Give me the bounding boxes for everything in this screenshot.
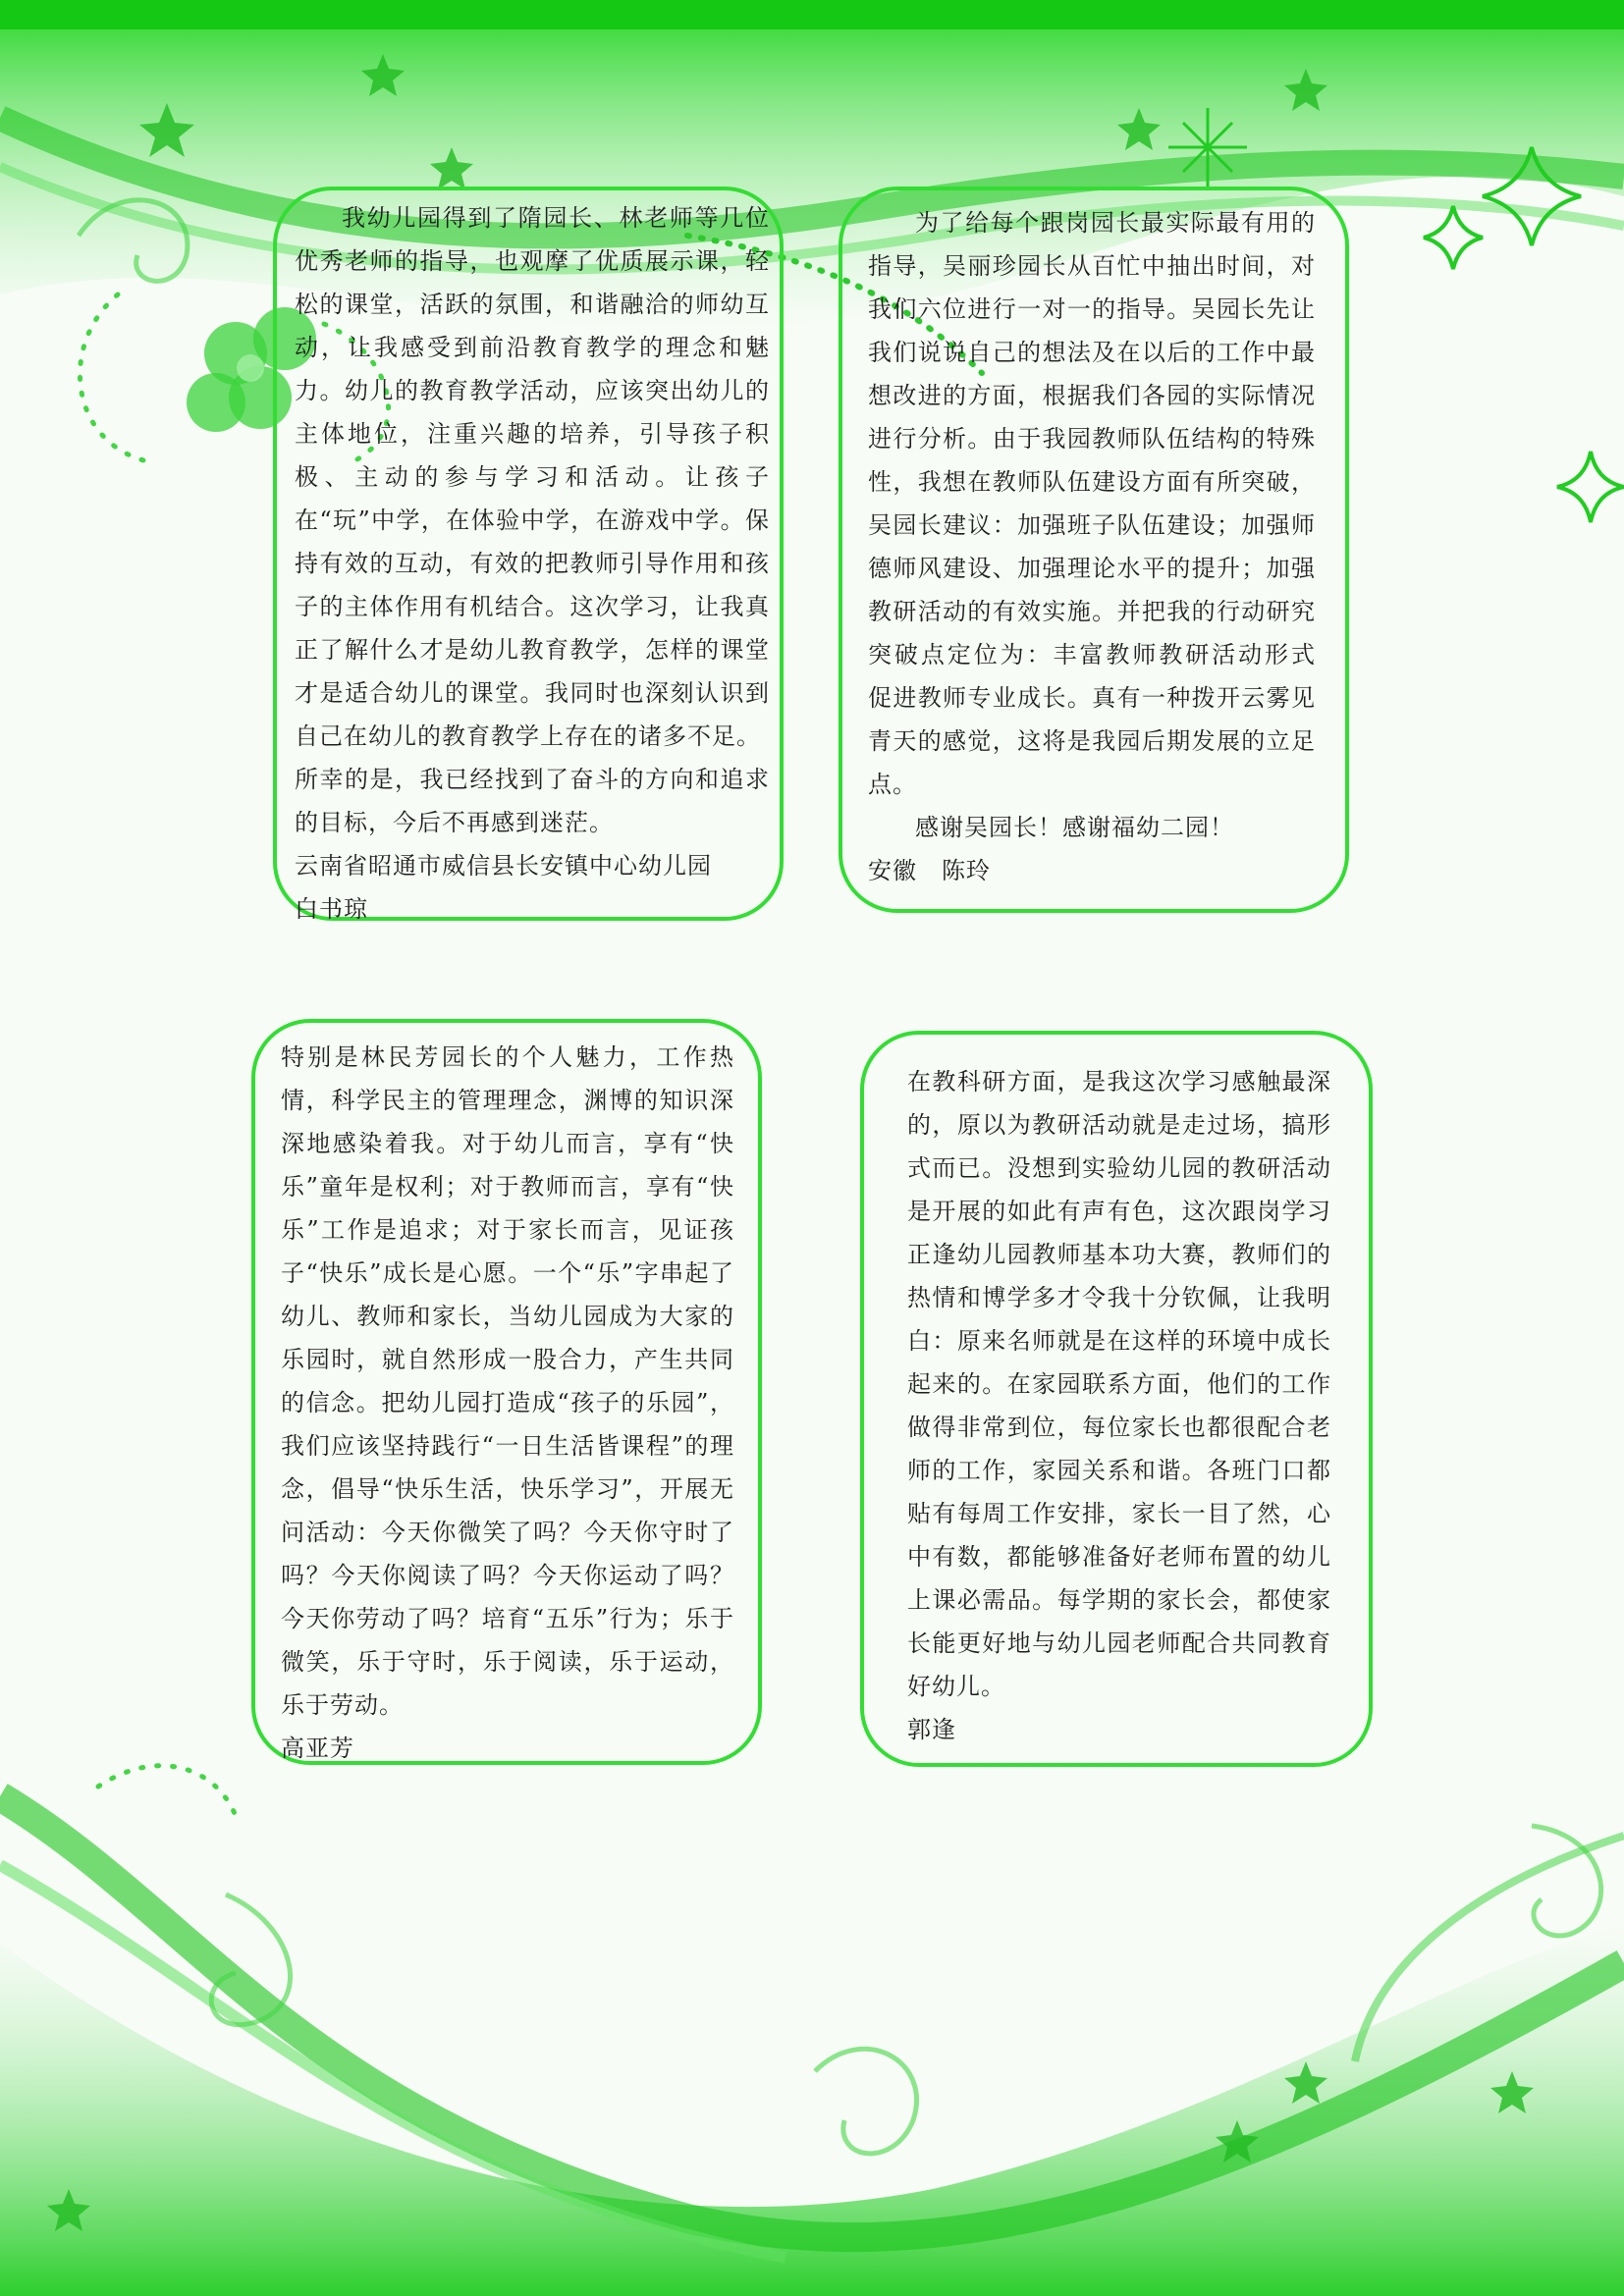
reflection-card-1-text [295, 196, 770, 931]
reflection-card-2-text [868, 201, 1316, 892]
card3-author: 高亚芳 [281, 1735, 354, 1762]
reflection-card-3-text [281, 1036, 734, 1770]
card4-author: 郭逢 [907, 1716, 956, 1743]
card1-paragraph-1: 我幼儿园得到了隋园长、林老师等几位优秀老师的指导，也观摩了优质展示课，轻松的课堂，活跃的氛围，和谐融洽的师幼互动，让我感受到前沿教育教学的理念和魅力。幼儿的教育教学活动，应该突出幼儿的主体地位，注重兴趣的培养，引导孩子积极、主动的参与学习和活动。让孩子在“玩”中学，在体验中学，在游戏中学。保持有效的互动，有效的把教师引导作用和孩子的主体作用有机结合。这次学习，让我真正了解什么才是幼儿教育教学，怎样的课堂才是适合幼儿的课堂。我同时也深刻认识到自己在幼儿的教育教学上存在的诸多不足。 [295, 204, 770, 750]
card1-author: 白书琼 [295, 895, 368, 923]
card4-paragraph-1: 在教科研方面，是我这次学习感触最深的，原以为教研活动就是走过场，搞形式而已。没想到实验幼儿园的教研活动是开展的如此有声有色，这次跟岗学习正逢幼儿园教师基本功大赛，教师们的热情和博学多才令我十分钦佩，让我明白：原来名师就是在这样的环境中成长起来的。在家园联系方面，他们的工作做得非常到位，每位家长也都很配合老师的工作，家园关系和谐。各班门口都贴有每周工作安排，家长一目了然，心中有数，都能够准备好老师布置的幼儿上课必需品。每学期的家长会，都使家长能更好地与幼儿园老师配合共同教育好幼儿。 [907, 1068, 1331, 1700]
card3-paragraph-1: 特别是林民芳园长的个人魅力，工作热情，科学民主的管理理念，渊博的知识深深地感染着我。对于幼儿而言，享有“快乐”童年是权利；对于教师而言，享有“快乐”工作是追求；对于家长而言，见证孩子“快乐”成长是心愿。一个“乐”字串起了幼儿、教师和家长，当幼儿园成为大家的乐园时，就自然形成一股合力，产生共同的信念。把幼儿园打造成“孩子的乐园”，我们应该坚持践行“一日生活皆课程”的理念，倡导“快乐生活，快乐学习”，开展无问活动：今天你微笑了吗？今天你守时了吗？今天你阅读了吗？今天你运动了吗？今天你劳动了吗？培育“五乐”行为；乐于微笑，乐于守时，乐于阅读，乐于运动，乐于劳动。 [281, 1043, 734, 1719]
card2-author: 安徽 陈玲 [868, 857, 991, 884]
reflection-card-4-text [907, 1060, 1331, 1751]
card1-affiliation: 云南省昭通市威信县长安镇中心幼儿园 [295, 852, 712, 880]
card2-thanks: 感谢吴园长！感谢福幼二园！ [915, 814, 1234, 841]
card2-paragraph-1: 为了给每个跟岗园长最实际最有用的指导，吴丽珍园长从百忙中抽出时间，对我们六位进行一对一的指导。吴园长先让我们说说自己的想法及在以后的工作中最想改进的方面，根据我们各园的实际情况进行分析。由于我园教师队伍结构的特殊性，我想在教师队伍建设方面有所突破，吴园长建议：加强班子队伍建设；加强师德师风建设、加强理论水平的提升；加强教研活动的有效实施。并把我的行动研究突破点定位为：丰富教师教研活动形式 促进教师专业成长。真有一种拨开云雾见青天的感觉，这将是我园后期发展的立足点。 [868, 209, 1316, 798]
card1-paragraph-2: 所幸的是，我已经找到了奋斗的方向和追求的目标，今后不再感到迷茫。 [295, 766, 770, 836]
